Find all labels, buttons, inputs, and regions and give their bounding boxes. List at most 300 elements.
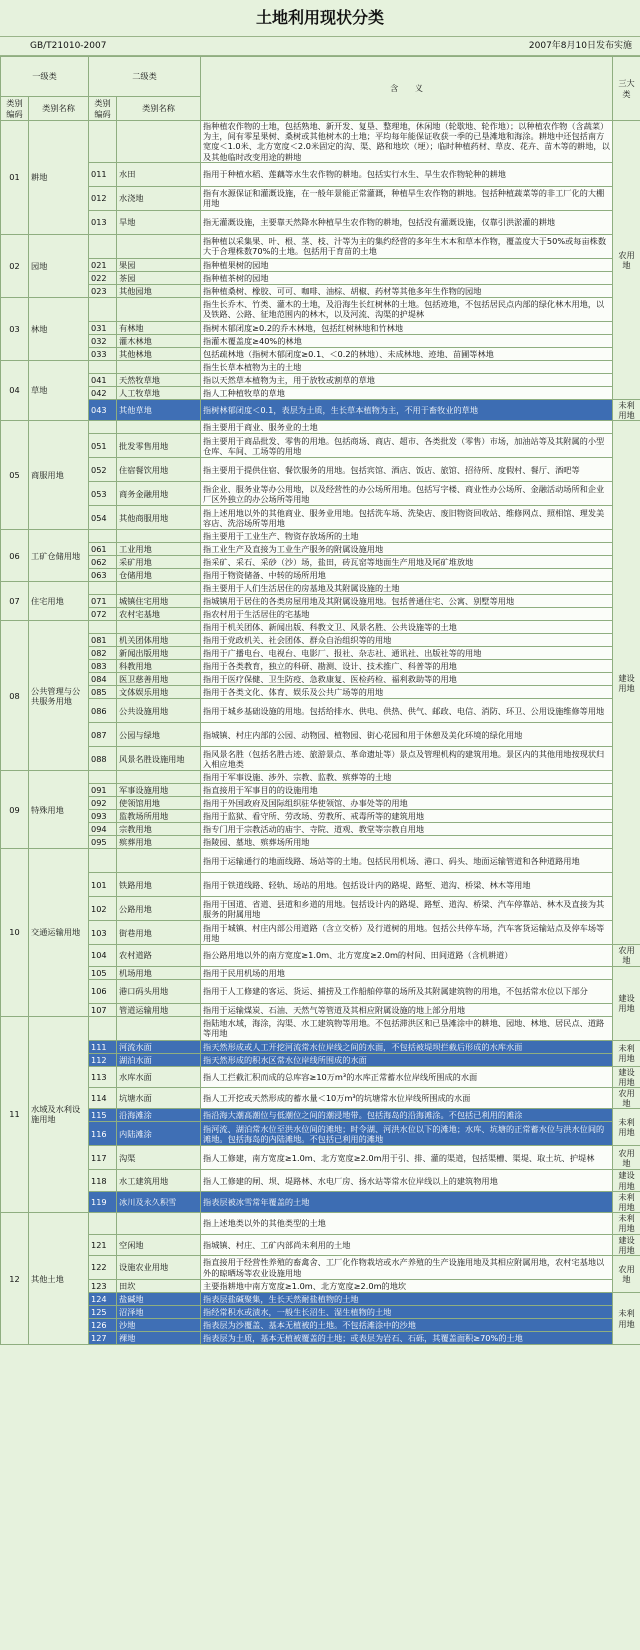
level2-name: 茶园 [117,271,201,284]
level2-name: 设施农业用地 [117,1256,201,1280]
definition: 指沿海大潮高潮位与低潮位之间的潮浸地带。包括海岛的沿海滩涂。不包括已利用的滩涂 [201,1109,613,1122]
table-row [1,569,640,582]
level2-name [117,121,201,163]
level2-name: 采矿用地 [117,556,201,569]
level2-name: 水田 [117,162,201,186]
table-row [1,634,640,647]
level1-name: 工矿仓储用地 [29,530,89,582]
level2-name [117,234,201,258]
level1-code: 03 [1,297,29,360]
definition: 指人工修建，南方宽度≥1.0m、北方宽度≥2.0m用于引、排、灌的渠道，包括渠槽、渠堤、取土坑、护堤林 [201,1146,613,1170]
level2-code [89,121,117,163]
definition: 指有水源保证和灌溉设施，在一般年景能正常灌溉，种植旱生农作物的耕地。包括种植蔬菜等的非工厂化的大棚用地 [201,186,613,210]
table-row [1,1109,640,1122]
definition: 指陵园、墓地、殡葬场所用地 [201,836,613,849]
table-row [1,556,640,569]
level2-name: 沼泽地 [117,1306,201,1319]
level2-code: 021 [89,258,117,271]
level2-code: 106 [89,979,117,1003]
level1-code: 01 [1,121,29,235]
definition: 主要指耕地中南方宽度≥1.0m、北方宽度≥2.0m的地坎 [201,1280,613,1293]
level2-name: 天然牧草地 [117,373,201,386]
classification-table [0,56,640,1345]
table-row [1,373,640,386]
level2-code: 011 [89,162,117,186]
table-row [1,1191,640,1212]
definition: 指用于外国政府及国际组织驻华使领馆、办事处等的用地 [201,797,613,810]
definition: 指用于物资储备、中转的场所用地 [201,569,613,582]
level2-code: 033 [89,347,117,360]
level1-code: 08 [1,621,29,771]
level2-code: 054 [89,506,117,530]
table-row [1,1319,640,1332]
definition: 指种植果树的园地 [201,258,613,271]
table-row [1,784,640,797]
level2-name: 工业用地 [117,543,201,556]
level2-code [89,421,117,434]
level2-name: 宗教用地 [117,823,201,836]
definition: 指用于城镇、村庄内部公用道路（含立交桥）及行道树的用地。包括公共停车场，汽车客货运输站点及停车场等用地 [201,921,613,945]
level2-name: 其他园地 [117,284,201,297]
big3-category: 建设用地 [613,421,640,945]
table-row [1,873,640,897]
definition: 指用于广播电台、电视台、电影厂、报社、杂志社、通讯社、出版社等的用地 [201,647,613,660]
table-row [1,258,640,271]
big3-category: 农用地 [613,945,640,966]
level2-code: 053 [89,482,117,506]
definition: 指种植农作物的土地，包括熟地、新开发、复垦、整理地，休闲地（轮歇地、轮作地）；以种植农作物（含蔬菜）为主，间有零星果树、桑树或其他树木的土地；平均每年能保证收获一季的已垦滩地和海涂。耕地中还包括南方宽度＜1.0米、北方宽度＜2.0米固定的沟、渠、路和地坎（埂）；临时种植药材、草皮、花卉、苗木等的耕地，以及其他临时改变用途的耕地 [201,121,613,163]
big3-category: 建设用地 [613,1170,640,1191]
level2-name [117,1016,201,1040]
level2-name: 旱地 [117,210,201,234]
level2-code: 082 [89,647,117,660]
meta-bar [0,37,640,56]
level2-code: 124 [89,1293,117,1306]
definition: 指采矿、采石、采砂（沙）场，盐田，砖瓦窑等地面生产用地及尾矿堆放地 [201,556,613,569]
table-row [1,1122,640,1146]
definition: 指天然形成的积水区常水位岸线所围成的水面 [201,1053,613,1066]
level2-code: 107 [89,1003,117,1016]
header-name1: 类别名称 [29,97,89,121]
level2-name: 空闲地 [117,1234,201,1255]
table-row [1,121,640,163]
level2-name [117,360,201,373]
level2-code: 087 [89,723,117,747]
level2-name: 批发零售用地 [117,434,201,458]
level2-name: 公园与绿地 [117,723,201,747]
big3-category: 未利用地 [613,1213,640,1234]
definition: 指人工种植牧草的草地 [201,386,613,399]
table-row [1,1146,640,1170]
definition: 指城镇、村庄、工矿内部尚未利用的土地 [201,1234,613,1255]
level2-name: 公共设施用地 [117,699,201,723]
definition: 指种植以采集果、叶、根、茎、枝、汁等为主的集约经营的多年生木本和草本作物，覆盖度大于50%或每亩株数大于合理株数70%的土地。包括用于育苗的土地 [201,234,613,258]
level2-name: 人工牧草地 [117,386,201,399]
issue-date: 2007年8月10日发布实施 [528,41,632,51]
header-big3: 三大类 [613,57,640,121]
definition: 指表层为土质，基本无植被覆盖的土地；或表层为岩石、石砾，其覆盖面积≥70%的土地 [201,1332,613,1345]
level2-name: 科教用地 [117,660,201,673]
definition: 指以天然草本植物为主，用于放牧或割草的草地 [201,373,613,386]
table-row [1,482,640,506]
level2-code: 086 [89,699,117,723]
table-row [1,530,640,543]
level2-name: 有林地 [117,321,201,334]
level2-name: 住宿餐饮用地 [117,458,201,482]
level2-code: 095 [89,836,117,849]
level2-code: 023 [89,284,117,297]
definition: 指用于民用机场的用地 [201,966,613,979]
level2-code [89,849,117,873]
big3-category: 农用地 [613,1088,640,1109]
level2-name: 铁路用地 [117,873,201,897]
level2-code: 125 [89,1306,117,1319]
level2-name: 殡葬用地 [117,836,201,849]
definition: 指主要用于提供住宿、餐饮服务的用地。包括宾馆、酒店、饭店、旅馆、招待所、度假村、餐厅、酒吧等 [201,458,613,482]
level2-name: 沙地 [117,1319,201,1332]
big3-category: 未利用地 [613,1109,640,1146]
definition: 指灌木覆盖度≥40%的林地 [201,334,613,347]
definition: 指用于机关团体、新闻出版、科教文卫、风景名胜、公共设施等的土地 [201,621,613,634]
table-row [1,723,640,747]
table-row [1,608,640,621]
definition: 指树林郁闭度＜0.1，表层为土质，生长草本植物为主，不用于畜牧业的草地 [201,399,613,420]
table-row [1,284,640,297]
level2-code: 093 [89,810,117,823]
table-row [1,434,640,458]
big3-category: 建设用地 [613,1066,640,1087]
definition: 指主要用于工业生产、物资存放场所的土地 [201,530,613,543]
table-row [1,1040,640,1053]
definition: 指用于监狱、看守所、劳改场、劳教所、戒毒所等的建筑用地 [201,810,613,823]
definition: 指表层为沙覆盖、基本无植被的土地。不包括滩涂中的沙地 [201,1319,613,1332]
level2-name: 果园 [117,258,201,271]
level2-code: 117 [89,1146,117,1170]
level2-name: 管道运输用地 [117,1003,201,1016]
table-row [1,771,640,784]
definition: 指上述地类以外的其他类型的土地 [201,1213,613,1234]
level2-name: 街巷用地 [117,921,201,945]
definition: 指用于运输通行的地面线路、场站等的土地。包括民用机场、港口、码头、地面运输管道和各种道路用地 [201,849,613,873]
big3-category: 未利用地 [613,1293,640,1345]
definition: 指主要用于商业、服务业的土地 [201,421,613,434]
table-row [1,210,640,234]
level2-name [117,1213,201,1234]
level2-code: 012 [89,186,117,210]
table-row [1,360,640,373]
level2-code: 084 [89,673,117,686]
table-row [1,321,640,334]
level2-code: 118 [89,1170,117,1191]
level2-name: 湖泊水面 [117,1053,201,1066]
level2-name: 灌木林地 [117,334,201,347]
level2-code [89,582,117,595]
table-row [1,1280,640,1293]
level2-code: 092 [89,797,117,810]
level1-name: 林地 [29,297,89,360]
level2-code: 113 [89,1066,117,1087]
table-row [1,1293,640,1306]
level2-code [89,297,117,321]
table-row [1,421,640,434]
definition: 指用于国道、省道、县道和乡道的用地。包括设计内的路堤、路堑、道沟、桥梁、汽车停靠站、林木及直接为其服务的附属用地 [201,897,613,921]
table-row [1,647,640,660]
table-row [1,334,640,347]
standard-number: GB/T21010-2007 [30,41,107,51]
level2-name: 机关团体用地 [117,634,201,647]
level2-name [117,421,201,434]
level2-name: 仓储用地 [117,569,201,582]
level2-code: 052 [89,458,117,482]
level1-code: 09 [1,771,29,849]
big3-category: 未利用地 [613,399,640,420]
header-code1: 类别编码 [1,97,29,121]
level2-name: 医卫慈善用地 [117,673,201,686]
level2-code [89,771,117,784]
level2-name [117,621,201,634]
table-row [1,595,640,608]
definition: 指表层盐碱聚集，生长天然耐盐植物的土地 [201,1293,613,1306]
level1-name: 耕地 [29,121,89,235]
table-row [1,1332,640,1345]
level2-name: 新闻出版用地 [117,647,201,660]
definition: 指无灌溉设施，主要靠天然降水种植旱生农作物的耕地，包括没有灌溉设施，仅靠引洪淤灌的耕地 [201,210,613,234]
definition: 指主要用于人们生活居住的房基地及其附属设施的土地 [201,582,613,595]
level2-code: 126 [89,1319,117,1332]
level2-code: 101 [89,873,117,897]
definition: 指人工拦截汇积而成的总库容≥10万m³的水库正常蓄水位岸线所围成的水面 [201,1066,613,1087]
level2-name: 水库水面 [117,1066,201,1087]
definition: 指用于医疗保健、卫生防疫、急救康复、医检药检、福利救助等的用地 [201,673,613,686]
table-row [1,836,640,849]
table-row [1,660,640,673]
table-row [1,506,640,530]
level2-name: 沟渠 [117,1146,201,1170]
level1-code: 11 [1,1016,29,1213]
definition: 指主要用于商品批发、零售的用地。包括商场、商店、超市、各类批发（零售）市场，加油站等及其附属的小型仓库、车间、工场等的用地 [201,434,613,458]
level2-name: 商务金融用地 [117,482,201,506]
level2-code: 114 [89,1088,117,1109]
definition: 指工业生产及直接为工业生产服务的附属设施用地 [201,543,613,556]
definition: 指用于各类文化、体育、娱乐及公共广场等的用地 [201,686,613,699]
level2-code: 104 [89,945,117,966]
table-row [1,747,640,771]
definition: 指用于运输煤炭、石油、天然气等管道及其相应附属设施的地上部分用地 [201,1003,613,1016]
level2-code: 062 [89,556,117,569]
level2-code: 122 [89,1256,117,1280]
level2-name: 其他草地 [117,399,201,420]
level2-name [117,771,201,784]
table-row [1,1213,640,1234]
level1-code: 02 [1,234,29,297]
header-name2: 类别名称 [117,97,201,121]
level2-name: 裸地 [117,1332,201,1345]
table-row [1,1016,640,1040]
table-row [1,186,640,210]
definition: 指人工开挖或天然形成的蓄水量＜10万m³的坑塘常水位岸线所围成的水面 [201,1088,613,1109]
level2-code: 112 [89,1053,117,1066]
level2-code: 042 [89,386,117,399]
definition: 指种植桑树、橡胶、可可、咖啡、油棕、胡椒、药材等其他多年生作物的园地 [201,284,613,297]
table-row [1,979,640,1003]
level2-code [89,530,117,543]
level1-name: 交通运输用地 [29,849,89,1016]
big3-category: 未利用地 [613,1040,640,1066]
level2-code: 031 [89,321,117,334]
level2-name: 港口码头用地 [117,979,201,1003]
level2-code [89,1016,117,1040]
definition: 指企业、服务业等办公用地，以及经营性的办公场所用地。包括写字楼、商业性办公场所、金融活动场所和企业厂区外独立的办公场所等用地 [201,482,613,506]
table-row [1,1003,640,1016]
level2-code: 013 [89,210,117,234]
level2-code: 071 [89,595,117,608]
level2-code: 102 [89,897,117,921]
definition: 指用于党政机关、社会团体、群众自治组织等的用地 [201,634,613,647]
definition: 指河流、湖泊常水位至洪水位间的滩地；时令湖、河洪水位以下的滩地；水库、坑塘的正常蓄水位与洪水位间的滩地。包括海岛的内陆滩地。不包括已利用的滩地 [201,1122,613,1146]
level2-code: 105 [89,966,117,979]
level2-code: 051 [89,434,117,458]
table-row [1,297,640,321]
table-row [1,1256,640,1280]
table-row [1,399,640,420]
level2-code: 094 [89,823,117,836]
big3-category: 建设用地 [613,966,640,1040]
definition: 指用于铁道线路、轻轨、场站的用地。包括设计内的路堤、路堑、道沟、桥梁、林木等用地 [201,873,613,897]
table-row [1,673,640,686]
header-level1: 一级类 [1,57,89,97]
level2-code: 103 [89,921,117,945]
definition: 指经常积水或渍水，一般生长沼生、湿生植物的土地 [201,1306,613,1319]
level2-code: 127 [89,1332,117,1345]
table-row [1,897,640,921]
level1-name: 商服用地 [29,421,89,530]
table-row [1,699,640,723]
level2-code [89,234,117,258]
definition: 指直接用于经营性养殖的畜禽舍、工厂化作物栽培或水产养殖的生产设施用地及其相应附属用地，农村宅基地以外的晾晒场等农业设施用地 [201,1256,613,1280]
definition: 指农村用于生活居住的宅基地 [201,608,613,621]
definition: 指用于城乡基础设施的用地。包括给排水、供电、供热、供气、邮政、电信、消防、环卫、公用设施维修等用地 [201,699,613,723]
definition: 指生长草本植物为主的土地 [201,360,613,373]
level1-code: 12 [1,1213,29,1345]
level1-name: 园地 [29,234,89,297]
level2-name: 监教场所用地 [117,810,201,823]
table-row [1,797,640,810]
table-row [1,810,640,823]
definition: 指人工修建的闸、坝、堤路林、水电厂房、扬水站等常水位岸线以上的建筑物用地 [201,1170,613,1191]
table-body [1,121,640,1345]
definition: 指用于军事设施、涉外、宗教、监教、殡葬等的土地 [201,771,613,784]
level2-name [117,849,201,873]
level2-name: 军事设施用地 [117,784,201,797]
big3-category: 农用地 [613,121,640,400]
table-row [1,1306,640,1319]
level2-name: 盐碱地 [117,1293,201,1306]
definition: 指用于种植水稻、莲藕等水生农作物的耕地。包括实行水生、旱生农作物轮种的耕地 [201,162,613,186]
level2-name: 使领馆用地 [117,797,201,810]
table-row [1,921,640,945]
definition: 包括疏林地（指树木郁闭度≥0.1、＜0.2的林地）、未成林地、迹地、苗圃等林地 [201,347,613,360]
level2-code: 081 [89,634,117,647]
table-row [1,162,640,186]
level2-name: 其他商服用地 [117,506,201,530]
table-row [1,1066,640,1087]
big3-category: 农用地 [613,1256,640,1293]
definition: 指公路用地以外的南方宽度≥1.0m、北方宽度≥2.0m的村间、田间道路（含机耕道） [201,945,613,966]
big3-category: 建设用地 [613,1234,640,1255]
level2-name: 田坎 [117,1280,201,1293]
level1-code: 06 [1,530,29,582]
level2-name: 水工建筑用地 [117,1170,201,1191]
definition: 指表层被冰雪常年覆盖的土地 [201,1191,613,1212]
level2-code [89,360,117,373]
level2-code [89,1213,117,1234]
level1-name: 其他土地 [29,1213,89,1345]
table-row [1,386,640,399]
level2-name: 农村道路 [117,945,201,966]
definition: 指上述用地以外的其他商业、服务业用地。包括洗车场、洗染店、废旧物资回收站、维修网点、照相馆、理发美容店、洗浴场所等用地 [201,506,613,530]
header-code2: 类别编码 [89,97,117,121]
level2-name [117,530,201,543]
table-row [1,458,640,482]
level2-name: 农村宅基地 [117,608,201,621]
definition: 指天然形成或人工开挖河流常水位岸线之间的水面，不包括被堤坝拦截后形成的水库水面 [201,1040,613,1053]
definition: 指直接用于军事目的的设施用地 [201,784,613,797]
level2-code: 043 [89,399,117,420]
table-row [1,966,640,979]
table-row [1,1170,640,1191]
level2-code [89,621,117,634]
level2-name [117,582,201,595]
header-meaning: 含 义 [201,57,613,121]
definition: 指专门用于宗教活动的庙宇、寺院、道观、教堂等宗教自用地 [201,823,613,836]
level1-name: 公共管理与公共服务用地 [29,621,89,771]
level2-code: 072 [89,608,117,621]
level2-name: 城镇住宅用地 [117,595,201,608]
level2-code: 116 [89,1122,117,1146]
table-row [1,621,640,634]
level2-name: 水浇地 [117,186,201,210]
level2-name: 冰川及永久积雪 [117,1191,201,1212]
level2-name: 机场用地 [117,966,201,979]
level2-name: 其他林地 [117,347,201,360]
definition: 指生长乔木、竹类、灌木的土地，及沿海生长红树林的土地。包括迹地，不包括居民点内部的绿化林木用地，以及铁路、公路、征地范围内的林木，以及河流、沟渠的护堤林 [201,297,613,321]
big3-category: 未利用地 [613,1191,640,1212]
table-row [1,1234,640,1255]
page-title: 土地利用现状分类 [0,0,640,37]
level2-code: 123 [89,1280,117,1293]
definition: 指用于各类教育，独立的科研、勘测、设计、技术推广、科普等的用地 [201,660,613,673]
level2-name: 沿海滩涂 [117,1109,201,1122]
level1-code: 05 [1,421,29,530]
table-row [1,823,640,836]
level2-code: 111 [89,1040,117,1053]
level2-code: 091 [89,784,117,797]
definition: 指城镇用于居住的各类房屋用地及其附属设施用地。包括普通住宅、公寓、别墅等用地 [201,595,613,608]
definition: 指风景名胜（包括名胜古迹、旅游景点、革命遗址等）景点及管理机构的建筑用地。景区内的其他用地按现状归入相应地类 [201,747,613,771]
level2-name: 公路用地 [117,897,201,921]
level2-code: 119 [89,1191,117,1212]
level2-code: 088 [89,747,117,771]
table-row [1,543,640,556]
level2-code: 032 [89,334,117,347]
table-row [1,686,640,699]
level2-code: 115 [89,1109,117,1122]
level2-code: 083 [89,660,117,673]
level2-code: 085 [89,686,117,699]
table-row [1,1088,640,1109]
big3-category: 农用地 [613,1146,640,1170]
level1-code: 07 [1,582,29,621]
